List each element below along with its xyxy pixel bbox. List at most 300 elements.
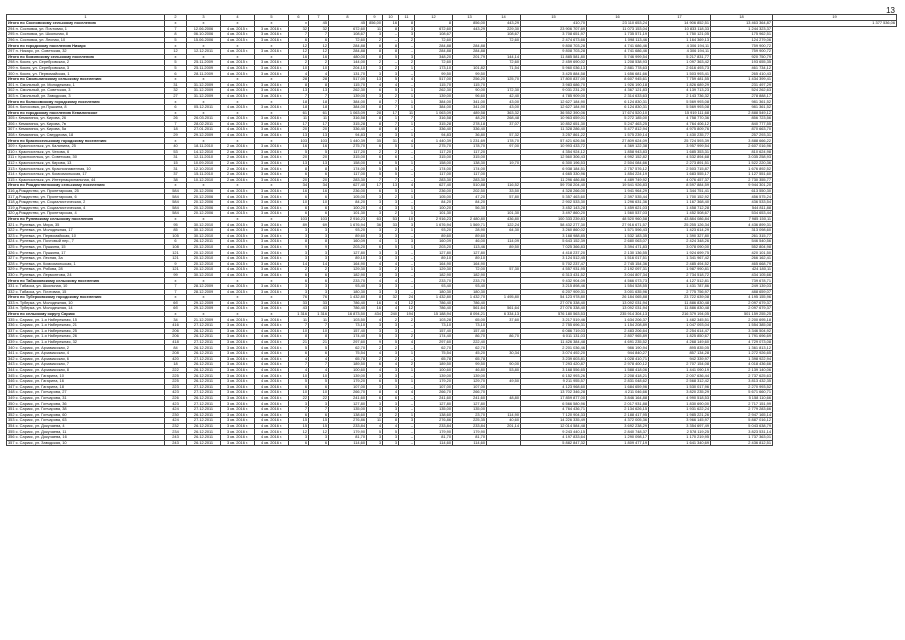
value-cell: 101,30 (415, 211, 453, 217)
value-cell: 11 (289, 116, 309, 122)
value-cell: x (221, 216, 255, 222)
value-cell: 2 (383, 412, 399, 418)
value-cell: 12 627 184,90 (521, 104, 587, 110)
value-cell: 6 (367, 244, 383, 250)
value-cell: 870 663,70 (711, 127, 773, 133)
value-cell: 175 962,51 (711, 32, 773, 38)
value-cell: 4 990 518,53 (649, 395, 711, 401)
value-cell: 7 (383, 121, 399, 127)
value-cell: 2 (399, 362, 415, 368)
value-cell: 546 540,56 (711, 239, 773, 245)
value-cell: 27.12.2011 (187, 356, 221, 362)
value-cell: 4 (367, 351, 383, 357)
value-cell: – (399, 283, 415, 289)
value-cell: 316,58 (329, 116, 367, 122)
value-cell: 8 (367, 295, 383, 301)
value-cell: 144,14 (487, 54, 521, 60)
value-cell: 182,90 (329, 272, 367, 278)
address-cell: 298 п. Кокля, ул. Серебровская, 2 (7, 60, 165, 66)
address-cell: 310 г. Красносельск, ул. Чехова, 6 (7, 149, 165, 155)
value-cell: 179,90 (415, 429, 453, 435)
value-cell: 89,10 (329, 255, 367, 261)
value-cell: 262,30 (415, 88, 453, 94)
value-cell: 23 722 639,08 (649, 295, 711, 301)
address-cell: 357 с. Сарикс, ул. Заводская, 10 (7, 440, 165, 446)
value-cell: 27.12.2011 (187, 390, 221, 396)
value-cell: 12.06.2006 (187, 26, 221, 32)
value-cell: 1 560 537,03 (587, 211, 649, 217)
value-cell: 26.12.2011 (187, 412, 221, 418)
value-cell: 8 607 945,61 (587, 76, 649, 82)
value-cell: 114,60 (415, 440, 453, 446)
value-cell: 1 641 340,69 (649, 440, 711, 446)
housing-program-table (6, 14, 897, 446)
address-cell: Итого по городскому поселению Никарс (7, 43, 165, 49)
value-cell: 6 (289, 272, 309, 278)
address-cell: 354 с. Сарикс, ул. Докучаева, 4 (7, 423, 165, 429)
value-cell: 117,20 (329, 149, 367, 155)
value-cell: 100,60 (329, 367, 367, 373)
value-cell: 1 341 967,42 (649, 255, 711, 261)
value-cell: 19,70 (487, 160, 521, 166)
value-cell: 786,40 (329, 306, 367, 312)
value-cell: 7 025 366,83 (521, 244, 587, 250)
value-cell: x (165, 311, 187, 317)
value-cell: 1 (399, 188, 415, 194)
value-cell: 71,54 (487, 65, 521, 71)
value-cell: 4 кв. 2015 г. (221, 32, 255, 38)
value-cell: 4 195 155,96 (711, 295, 773, 301)
value-cell: 20.12.2010 (187, 244, 221, 250)
value-cell: 4 211 046,66 (587, 390, 649, 396)
value-cell: x (289, 21, 309, 27)
value-cell: 2 483 206,64 (587, 328, 649, 334)
value-cell: 1 063,09 (329, 110, 367, 116)
value-cell: 786,40 (453, 300, 487, 306)
value-cell: 43,00 (487, 104, 521, 110)
value-cell: 584 (165, 211, 187, 217)
value-cell: 336,40 (329, 127, 367, 133)
value-cell: 206 (165, 328, 187, 334)
value-cell: x (255, 278, 289, 284)
value-cell: – (399, 356, 415, 362)
value-cell: 3 260 860,02 (521, 227, 587, 233)
value-cell: 3 (383, 289, 399, 295)
value-cell: x (187, 216, 221, 222)
value-cell: 584 (165, 188, 187, 194)
value-cell: 3 (383, 272, 399, 278)
value-cell: 10 (309, 65, 329, 71)
value-cell: 3 (367, 373, 383, 379)
value-cell: 10 (309, 390, 329, 396)
address-cell: 326 с. Рулевка, ул. Пушкина, 17 (7, 250, 165, 256)
value-cell: 6 (367, 379, 383, 385)
value-cell: 12 (399, 300, 415, 306)
value-cell: 1 503 993,41 (649, 71, 711, 77)
value-cell: 157,40 (415, 328, 453, 334)
value-cell: 27.12.2011 (187, 323, 221, 329)
value-cell: 178,70 (453, 144, 487, 150)
value-cell: – (399, 172, 415, 178)
value-cell: 13 702 346,28 (521, 390, 587, 396)
value-cell: 384,00 (415, 104, 453, 110)
value-cell: 10.12.2010 (187, 177, 221, 183)
value-cell: 434 105,66 (711, 272, 773, 278)
value-cell: 981 361,52 (711, 104, 773, 110)
value-cell: 45 (329, 21, 367, 27)
value-cell: x (165, 295, 187, 301)
value-cell: 4 (367, 278, 383, 284)
value-cell: 12 560 306,43 (521, 155, 587, 161)
value-cell: 3 кв. 2016 г. (255, 71, 289, 77)
value-cell: 4 (309, 356, 329, 362)
address-cell: 301 п. Смольный, ул. Молодежная, 1 (7, 82, 165, 88)
value-cell: 1 985 221,26 (649, 412, 711, 418)
value-cell: 8 (367, 127, 383, 133)
value-cell: 2 840 748,37 (587, 429, 649, 435)
value-cell: 1 (383, 239, 399, 245)
value-cell: 115,70 (415, 82, 453, 88)
value-cell: 3 кв. 2016 г. (255, 160, 289, 166)
value-cell: 786,40 (329, 300, 367, 306)
value-cell: 223 (165, 384, 187, 390)
address-cell: 324 с. Рулевка, ул. Почтовый пер., 7 (7, 239, 165, 245)
value-cell: 94,83 (329, 132, 367, 138)
value-cell: 420 101,50 (711, 250, 773, 256)
page-number: 13 (886, 6, 895, 15)
value-cell: 2 (399, 60, 415, 66)
value-cell: 127,80 (329, 401, 367, 407)
value-cell: 4 (399, 390, 415, 396)
value-cell: 2 кв. 2016 г. (221, 166, 255, 172)
value-cell: 4 197 833,64 (521, 434, 587, 440)
value-cell: x (165, 216, 187, 222)
value-cell: 2 480,80 (453, 216, 487, 222)
address-cell: 353 с. Сарикс, ул. Гончарова, 63 (7, 418, 165, 424)
value-cell: 1 (383, 116, 399, 122)
value-cell: 4 758 770,36 (649, 116, 711, 122)
value-cell: 534 653,44 (711, 211, 773, 217)
value-cell: 11 885 581,80 (521, 54, 587, 60)
value-cell: 241,60 (453, 395, 487, 401)
value-cell: 278,18 (453, 121, 487, 127)
value-cell: 3 (367, 194, 383, 200)
value-cell: 101,30 (487, 211, 521, 217)
value-cell: 3 (367, 328, 383, 334)
value-cell: 3 кв. 2016 г. (255, 233, 289, 239)
value-cell: 3 кв. 2016 г. (255, 149, 289, 155)
value-cell: 3 кв. 2016 г. (221, 351, 255, 357)
value-cell: 4 (309, 71, 329, 77)
column-number-cell: 11 (399, 15, 415, 21)
value-cell: 8 (309, 166, 329, 172)
value-cell: 501 159 255,25 (711, 311, 773, 317)
value-cell: 1 683 555,17 (649, 172, 711, 178)
value-cell: 2 730 355,77 (711, 177, 773, 183)
value-cell: 4 кв. 2016 г. (255, 401, 289, 407)
value-cell: 856 723,56 (711, 116, 773, 122)
value-cell: 336,40 (415, 127, 453, 133)
address-cell: Итого по Красносельскому городскому поселению (7, 138, 165, 144)
address-cell: 308 г. Кемалинск, ул. Свердлова, 18 (7, 132, 165, 138)
value-cell: 3 (309, 250, 329, 256)
value-cell: 7 (309, 93, 329, 99)
value-cell: 9 (309, 244, 329, 250)
address-cell: Итого по Смольнинскому сельскому поселению (7, 76, 165, 82)
value-cell: 3 (289, 250, 309, 256)
value-cell: 28 (367, 110, 383, 116)
value-cell: 73,10 (329, 323, 367, 329)
address-cell: 302 п. Смольный, ул. Советская, 3 (7, 88, 165, 94)
value-cell: 8 (165, 32, 187, 38)
value-cell: 2 143 736,32 (649, 93, 711, 99)
value-cell: 3 346 504,92 (711, 328, 773, 334)
value-cell: 2 (383, 149, 399, 155)
value-cell: 4 кв. 2015 г. (221, 104, 255, 110)
value-cell: 97,00 (487, 144, 521, 150)
value-cell: 27 (165, 93, 187, 99)
value-cell: 1 434 399,41 (711, 76, 773, 82)
value-cell: 241,60 (329, 395, 367, 401)
value-cell: 4 кв. 2016 г. (255, 351, 289, 357)
value-cell: 489,58 (453, 110, 487, 116)
value-cell: 4 кв. 2015 г. (221, 255, 255, 261)
value-cell: 28.11.2009 (187, 71, 221, 77)
value-cell: 315,28 (329, 121, 367, 127)
value-cell: 4 (289, 356, 309, 362)
value-cell: – (399, 250, 415, 256)
value-cell: 416 (165, 323, 187, 329)
address-cell: 312 г. Красносельск, ул. Кирова, 13 (7, 160, 165, 166)
address-cell: 311 г. Красносельск, ул. Советская, 30 (7, 155, 165, 161)
value-cell: 257 293,31 (711, 132, 773, 138)
value-cell: 7 (289, 362, 309, 368)
value-cell: 4 кв. 2016 г. (255, 379, 289, 385)
address-cell: 343 с. Сарикс, ул. Арзамасская, 7 (7, 362, 165, 368)
value-cell: 12 (289, 43, 309, 49)
value-cell: 2 947 165,14 (711, 412, 773, 418)
value-cell: 2 (289, 60, 309, 66)
value-cell: 86,70 (453, 334, 487, 340)
value-cell: 4 (383, 423, 399, 429)
value-cell: 418 (165, 339, 187, 345)
value-cell: 93,20 (415, 227, 453, 233)
value-cell: 2 775 756,97 (649, 289, 711, 295)
value-cell: 21 (289, 339, 309, 345)
value-cell: 261 315,77 (711, 233, 773, 239)
value-cell: 3 кв. 2016 г. (255, 48, 289, 54)
value-cell: 4 741 686,46 (587, 48, 649, 54)
value-cell: 203,20 (415, 244, 453, 250)
value-cell: 3 кв. 2016 г. (255, 205, 289, 211)
address-cell: 330 с. Рулевка, ул. Лермонтова, 24 (7, 272, 165, 278)
value-cell: 3 (309, 227, 329, 233)
value-cell: 11 328 286,40 (521, 127, 587, 133)
value-cell: 129,70 (453, 379, 487, 385)
value-cell: 4 кв. 2016 г. (255, 440, 289, 446)
value-cell: 05.12.2011 (187, 104, 221, 110)
value-cell: 3 (309, 434, 329, 440)
value-cell: 225 (165, 379, 187, 385)
value-cell: 1 390 327,80 (649, 233, 711, 239)
value-cell: – (399, 434, 415, 440)
value-cell: 6 (289, 440, 309, 446)
value-cell: x (221, 278, 255, 284)
value-cell: 89,50 (487, 244, 521, 250)
address-cell: 296 п. Сосновка, ул. Лесная, 10 (7, 37, 165, 43)
value-cell: 25 255 126,34 (649, 222, 711, 228)
value-cell: 3 кв. 2016 г. (221, 367, 255, 373)
value-cell: 6б (165, 306, 187, 312)
value-cell: 5 (383, 54, 399, 60)
value-cell: 89,60 (453, 233, 487, 239)
value-cell: 5 (367, 172, 383, 178)
value-cell: 6 (309, 194, 329, 200)
value-cell: 13 092 031,94 (587, 306, 649, 312)
value-cell: 2 734 518,72 (649, 272, 711, 278)
value-cell: 3 кв. 2016 г. (255, 127, 289, 133)
value-cell: x (187, 311, 221, 317)
value-cell: x (255, 110, 289, 116)
value-cell: 1 231,69 (453, 138, 487, 144)
value-cell: 4 (367, 261, 383, 267)
value-cell: 3 (309, 401, 329, 407)
value-cell: 62,70 (453, 345, 487, 351)
value-cell: 6 (309, 351, 329, 357)
value-cell: 1 575 239,14 (587, 132, 649, 138)
address-cell: 332 с. Табаска, ул. Почтовая, 15 (7, 289, 165, 295)
value-cell: 125,70 (487, 76, 521, 82)
value-cell: 2 902 533,30 (521, 200, 587, 206)
value-cell: 30.12.2010 (187, 272, 221, 278)
value-cell: 2 779 283,66 (711, 406, 773, 412)
value-cell: 2 кв. 2016 г. (221, 160, 255, 166)
value-cell: 30.12.2010 (187, 222, 221, 228)
value-cell: 2 (383, 65, 399, 71)
value-cell: 981 361,52 (711, 99, 773, 105)
value-cell: 8 (309, 239, 329, 245)
value-cell: 3 354 697,49 (649, 423, 711, 429)
value-cell: 4 кв. 2015 г. (221, 82, 255, 88)
value-cell: 3 983 686,70 (521, 82, 587, 88)
value-cell: 26.12.2011 (187, 373, 221, 379)
value-cell: 2 кв. 2016 г. (221, 149, 255, 155)
value-cell: 1 858 943,83 (587, 149, 649, 155)
value-cell: – (399, 177, 415, 183)
value-cell: 178,70 (487, 138, 521, 144)
value-cell: 20 (309, 127, 329, 133)
value-cell: 3 (383, 384, 399, 390)
value-cell: 1 931 622,24 (649, 406, 711, 412)
value-cell: 3 (383, 328, 399, 334)
value-cell: 115,70 (329, 82, 367, 88)
value-cell: 2 485 494,52 (649, 261, 711, 267)
value-cell: 5 (309, 149, 329, 155)
value-cell: 3 кв. 2016 г. (255, 250, 289, 256)
value-cell: 1 522 220,36 (711, 160, 773, 166)
value-cell: – (399, 401, 415, 407)
value-cell: 31 (165, 155, 187, 161)
value-cell: 266,70 (329, 390, 367, 396)
value-cell: 103,50 (329, 317, 367, 323)
value-cell: 4 кв. 2015 г. (221, 289, 255, 295)
value-cell: 341,00 (453, 104, 487, 110)
value-cell: 12 627 184,90 (521, 99, 587, 105)
value-cell: 107,00 (453, 384, 487, 390)
address-cell: 307 г. Кемалинск, ул. Кирова, 5а (7, 127, 165, 133)
value-cell: 8 (367, 99, 383, 105)
value-cell: 2 (367, 60, 383, 66)
value-cell: 20 (309, 155, 329, 161)
value-cell: 11 (367, 418, 383, 424)
value-cell: x (187, 183, 221, 189)
address-cell: 329 с. Рулевка, ул. Рябова, 28 (7, 267, 165, 273)
value-cell: 204,10 (329, 65, 367, 71)
address-cell: 350 с. Сарикс, ул. Гончарова, 36 (7, 401, 165, 407)
value-cell: – (399, 82, 415, 88)
value-cell: 2 200 695,18 (711, 317, 773, 323)
value-cell: 1 430 235,77 (649, 132, 711, 138)
address-cell: 317 д.Рождество, ул. Пролетарская, 6 (7, 194, 165, 200)
value-cell: 108,67 (487, 32, 521, 38)
value-cell: 8 (367, 43, 383, 49)
value-cell: 8 (383, 127, 399, 133)
value-cell: 3 823 531,14 (711, 429, 773, 435)
value-cell: 202,50 (453, 188, 487, 194)
value-cell: 4 785 909,00 (521, 93, 587, 99)
value-cell: 423 (165, 401, 187, 407)
value-cell: 3 (367, 401, 383, 407)
value-cell: x (221, 110, 255, 116)
value-cell: 284,88 (329, 43, 367, 49)
value-cell: 4 кв. 2016 г. (255, 384, 289, 390)
value-cell: 12.11.2010 (187, 155, 221, 161)
value-cell: 3 кв. 2016 г. (255, 289, 289, 295)
value-cell: 72,60 (415, 60, 453, 66)
value-cell: 4 кв. 2015 г. (221, 127, 255, 133)
value-cell: 3 (399, 239, 415, 245)
address-cell: 344 с. Сарикс, ул. Арзамасская, 8 (7, 367, 165, 373)
value-cell: 12 (165, 48, 187, 54)
value-cell: 3 (399, 54, 415, 60)
value-cell: 627,40 (329, 183, 367, 189)
value-cell: 26.12.2011 (187, 239, 221, 245)
value-cell: 2 (399, 37, 415, 43)
value-cell: 117,00 (453, 172, 487, 178)
value-cell: 284,88 (453, 43, 487, 49)
value-cell: 10 833 118,33 (649, 26, 711, 32)
value-cell: 20 (289, 177, 309, 183)
value-cell: 1 377 536,06 (773, 21, 897, 27)
value-cell: 31 (165, 166, 187, 172)
value-cell: 5 (383, 76, 399, 82)
value-cell: 4 кв. 2015 г. (221, 26, 255, 32)
value-cell: 266,70 (415, 390, 453, 396)
value-cell: – (399, 429, 415, 435)
value-cell: 3 (367, 323, 383, 329)
value-cell: 240 (383, 311, 399, 317)
address-cell: 313 г. Красносельск, ул. Краснознаменная, 10 (7, 166, 165, 172)
value-cell: 384,00 (415, 99, 453, 105)
value-cell: 6 (367, 155, 383, 161)
value-cell: 2 (383, 93, 399, 99)
value-cell: 2 (367, 149, 383, 155)
value-cell: 18 (309, 99, 329, 105)
value-cell: 57 421 626,56 (521, 138, 587, 144)
value-cell: 2 (399, 334, 415, 340)
value-cell: 40 (165, 144, 187, 150)
value-cell: 33,50 (487, 188, 521, 194)
